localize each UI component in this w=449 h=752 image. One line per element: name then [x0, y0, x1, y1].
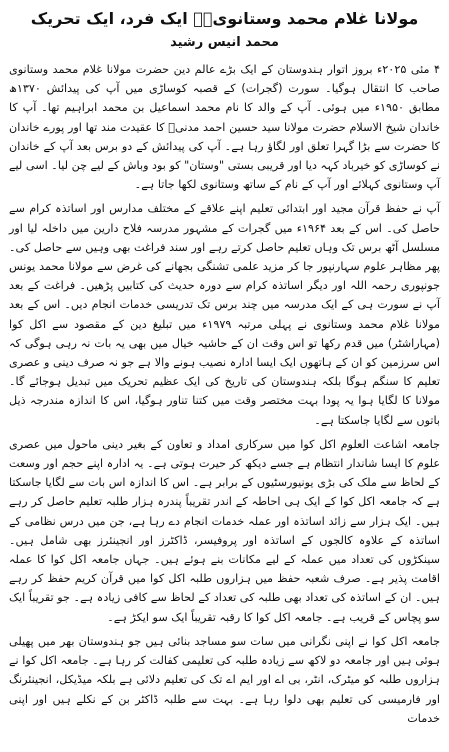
- article-paragraph: جامعہ اشاعت العلوم اکل کوا میں سرکاری امداد و تعاون کے بغیر دینی ماحول میں عصری علوم کا ایسا شاندار انتظام ہے جسے دیکھ کر حیرت ہوتی ہے۔ یہ ادارہ اپنے حجم اور وسعت کے لحاظ سے ملک کی بڑی یونیورسٹیوں کے برابر ہے۔ اس کا اندازہ اس بات سے لگایا جاسکتا ہے کہ جامعہ اکل کوا کے ایک ہی احاطہ کے اندر تقریباً پندرہ ہزار طلبہ تعلیم حاصل کر رہے ہیں۔ ایک ہزار سے زائد اساتذہ اور عملہ خدمات انجام دے رہا ہے، جن میں درس نظامی کے اساتذہ کے علاوہ کالجوں کے اساتذہ اور پروفیسر، ڈاکٹرز اور انجینئرز بھی شامل ہیں۔ سینکڑوں کی تعداد میں عملہ کے لیے مکانات بنے ہوئے ہیں۔ جہاں جامعہ اکل کوا کا عملہ اقامت پذیر ہے۔ صرف شعبہ حفظ میں ہزاروں طلبہ اکل کوا میں قرآن کریم حفظ کر رہے ہیں۔ ان کے اساتذہ کی تعداد بھی طلبہ کی تعداد کے لحاظ سے کافی زیادہ ہے۔ جو تقریباً ایک سو پچاس کے قریب ہے۔ جامعہ اکل کوا کا رقبہ تقریباً ایک سو ایکڑ ہے۔: [9, 437, 440, 624]
- article-body: [9, 60, 440, 728]
- article-title: مولانا غلام محمد وستانویؒ۔ ایک فرد، ایک تحریک: [30, 9, 419, 28]
- article-paragraph: آپ نے حفظ قرآن مجید اور ابتدائی تعلیم اپنے علاقے کے مختلف مدارس اور اساتذہ کرام سے حاصل کی۔ اس کے بعد ۱۹۶۴ء میں گجرات کے مشہور مدرسہ فلاح دارین میں داخلہ لیا اور مسلسل آٹھ برس تک وہاں تعلیم حاصل کرتے رہے اور سند فراغت بھی وہیں سے حاصل کی۔ پھر مظاہر علوم سہارنپور جا کر مزید علمی تشنگی بجھانے کی غرض سے مولانا محمد یونس جونپوری رحمہ اللہ اور دیگر اساتذہ کرام سے دورہ حدیث کی کتابیں پڑھیں۔ فراغت کے بعد آپ نے سورت ہی کے ایک مدرسہ میں چند برس تک تدریسی خدمات انجام دیں۔ اس کے بعد مولانا غلام محمد وستانوی نے پہلی مرتبہ ۱۹۷۹ء میں تبلیغ دین کے مقصود سے اکل کوا (مہاراشٹر) میں قدم رکھا تو اس وقت ان کے حاشیہ خیال میں بھی یہ بات نہ رہی ہوگی کہ اس سرزمین کو ان کے ہاتھوں ایک ایسا ادارہ نصیب ہونے والا ہے جو نہ صرف دینی و عصری تعلیم کا سنگم ہوگا بلکہ ہندوستان کی تاریخ کی ایک عظیم تحریک میں تبدیل ہوجائے گا۔ مولانا کا لگایا ہوا یہ پودا بہت مختصر وقت میں کتنا تناور ہوگیا، اس کا اندازہ مندرجہ ذیل باتوں سے لگایا جاسکتا ہے۔: [9, 202, 440, 427]
- article-paragraph: جامعہ اکل کوا نے اپنی نگرانی میں سات سو مساجد بنائی ہیں جو ہندوستان بھر میں پھیلی ہوئی ہیں اور جامعہ دو لاکھ سے زیادہ طلبہ کی تعلیمی کفالت کر رہا ہے۔ جامعہ اکل کوا نے ہزاروں طلبہ کو میٹرک، انٹر، بی اے اور ایم اے تک کی تعلیم دلائی ہے بلکہ میڈیکل، انجینئرنگ اور فارمیسی کی تعلیم بھی دلوا رہا ہے۔ بہت سے طلبہ ڈاکٹر بن کے نکلے ہیں اور اپنی خدمات: [9, 634, 440, 725]
- article-paragraph: ۴ مئی ۲۰۲۵ء بروز اتوار ہندوستان کے ایک بڑے عالم دین حضرت مولانا غلام محمد وستانوی صاحب کا انتقال ہوگیا۔ سورت (گجرات) کے قصبہ کوساڑی میں آپ کی پیدائش ۱۳۷۰ھ مطابق ۱۹۵۰ء میں ہوئی۔ آپ کے والد کا نام محمد اسماعیل بن محمد ابراہیم تھا۔ آپ کا خاندان شیخ الاسلام حضرت مولانا سید حسین احمد مدنیؒ کا عقیدت مند تھا اور پورے خاندان کا حضرت سے بڑا گہرا تعلق اور لگاؤ رہا ہے۔ آپ کی پیدائش کے دو برس بعد آپ کے خاندان نے کوساڑی کو خیرباد کہہ دیا اور قریبی بستی "وستان" کو بود وباش کے لیے چن لیا۔ اسی لیے آپ وستانوی کہلائے اور آپ کے نام کے ساتھ وستانوی لکھا جاتا ہے۔: [9, 63, 440, 192]
- article-author: محمد انیس رشید: [170, 35, 279, 50]
